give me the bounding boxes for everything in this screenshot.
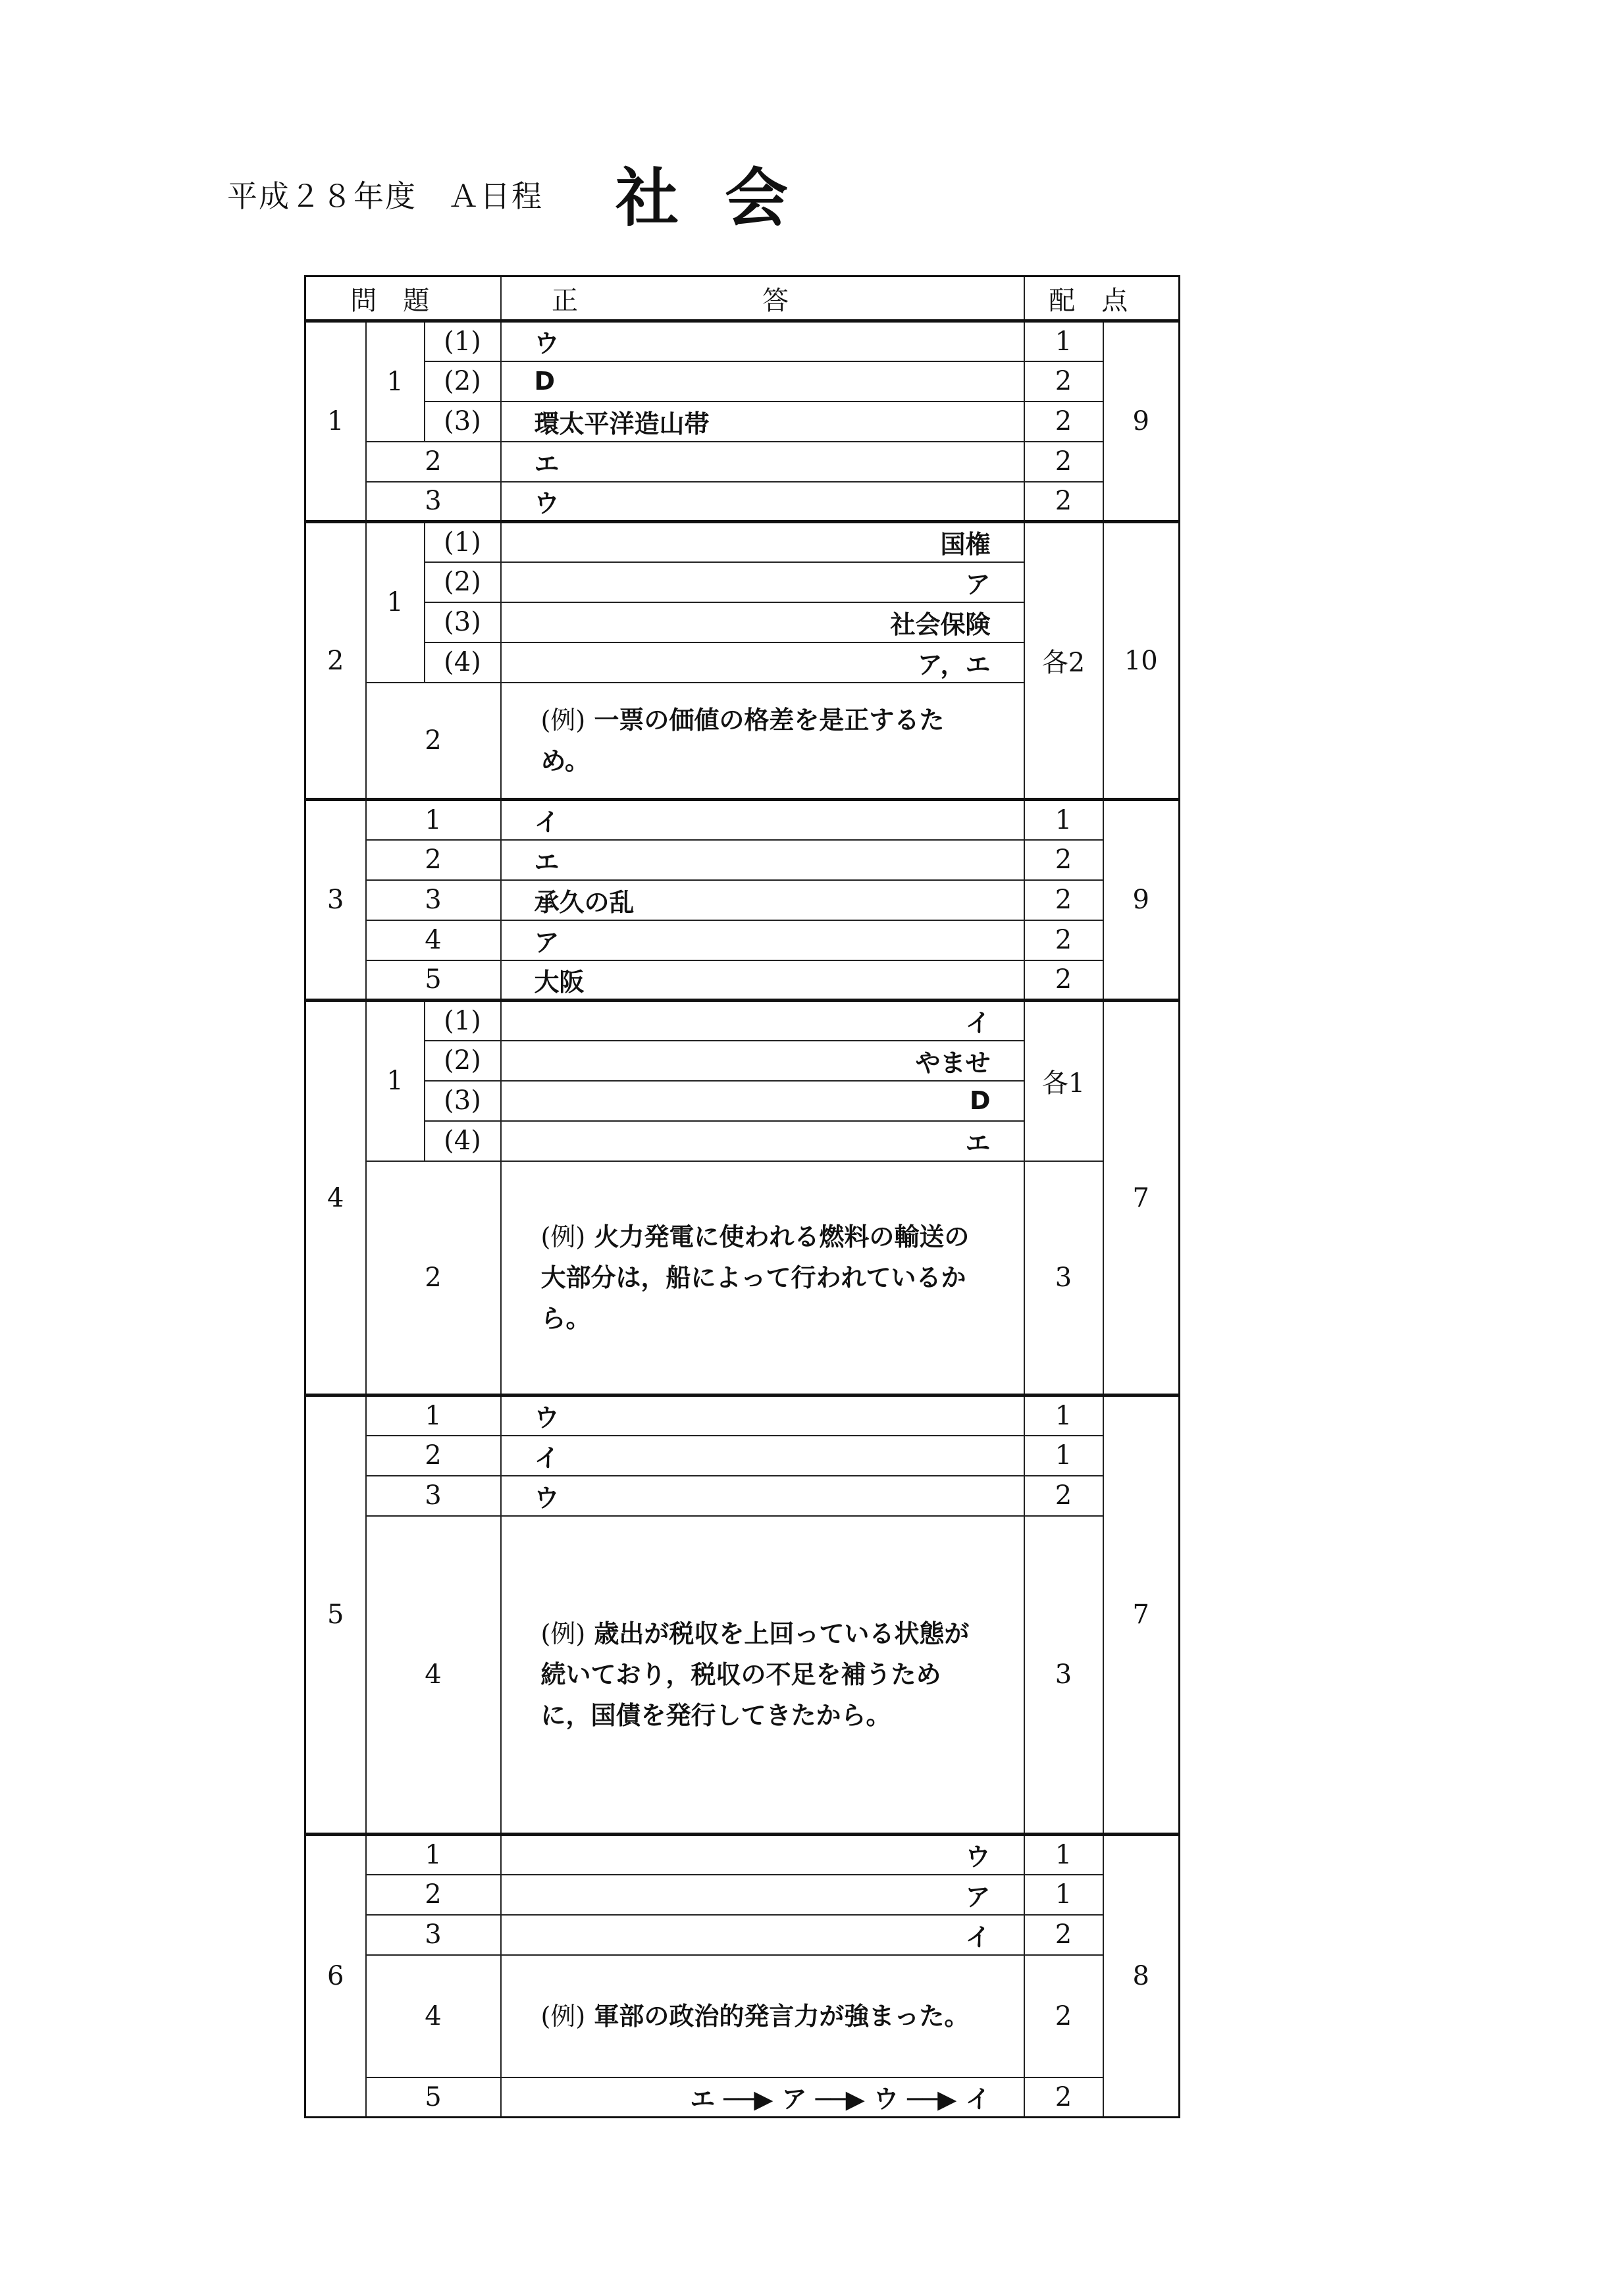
answer-text: ウ <box>534 1403 560 1433</box>
table-row <box>305 361 1180 402</box>
section-number: 4 <box>305 1001 366 1396</box>
question-number: 3 <box>366 880 501 920</box>
answer-text: イ <box>534 1443 560 1473</box>
table-row <box>305 1476 1180 1516</box>
sub-question-number: (4) <box>425 642 501 683</box>
points-cell: 1 <box>1024 321 1103 361</box>
question-number: 1 <box>366 1001 425 1161</box>
points-cell: 2 <box>1024 2077 1103 2118</box>
section-number: 6 <box>305 1835 366 2118</box>
answer-cell <box>501 960 1024 1001</box>
sub-question-number: (4) <box>425 1121 501 1161</box>
question-number: 2 <box>366 442 501 482</box>
section-total: 10 <box>1103 522 1180 800</box>
question-number: 2 <box>366 683 501 800</box>
answer-text: エ <box>534 449 560 479</box>
section-number: 5 <box>305 1396 366 1835</box>
example-label: (例) <box>540 705 586 735</box>
question-number: 5 <box>366 2077 501 2118</box>
sub-question-number: (1) <box>425 522 501 562</box>
question-number: 3 <box>366 1476 501 1516</box>
points-cell: 2 <box>1024 1955 1103 2077</box>
points-cell: 1 <box>1024 1396 1103 1436</box>
points-cell: 2 <box>1024 402 1103 442</box>
section-total: 9 <box>1103 800 1180 1001</box>
points-cell: 1 <box>1024 800 1103 840</box>
answer-cell <box>501 1001 1024 1041</box>
answer-text: 大阪 <box>534 967 585 997</box>
points-cell: 2 <box>1024 482 1103 522</box>
answer-text: D <box>969 1086 991 1115</box>
answer-text: 承久の乱 <box>534 887 635 917</box>
table-header-row <box>305 276 1180 321</box>
answer-text: ア <box>965 569 991 599</box>
answer-cell <box>501 482 1024 522</box>
question-number: 2 <box>366 1436 501 1476</box>
table-row <box>305 840 1180 880</box>
points-cell: 2 <box>1024 1476 1103 1516</box>
example-label: (例) <box>540 1222 586 1251</box>
question-number: 1 <box>366 1835 501 1875</box>
answer-cell <box>501 361 1024 402</box>
points-cell: 3 <box>1024 1516 1103 1835</box>
table-row <box>305 1436 1180 1476</box>
answer-cell <box>501 402 1024 442</box>
sub-question-number: (1) <box>425 1001 501 1041</box>
points-cell: 2 <box>1024 361 1103 402</box>
answer-cell <box>501 1436 1024 1476</box>
table-row <box>305 321 1180 361</box>
section-number: 3 <box>305 800 366 1001</box>
question-number: 4 <box>366 920 501 960</box>
points-cell: 2 <box>1024 840 1103 880</box>
answer-cell <box>501 920 1024 960</box>
answer-cell <box>501 1476 1024 1516</box>
answer-text: エ ──▶ ア ──▶ ウ ──▶ イ <box>690 2085 991 2114</box>
question-number: 1 <box>366 800 501 840</box>
points-cell: 2 <box>1024 1915 1103 1955</box>
answer-text: イ <box>534 808 560 837</box>
answer-cell <box>501 642 1024 683</box>
answer-text: 火力発電に使われる燃料の輸送の大部分は，船によって行われているから。 <box>540 1222 970 1333</box>
answer-text: ウ <box>965 1842 991 1872</box>
question-number: 3 <box>366 1915 501 1955</box>
answer-cell <box>501 1955 1024 2077</box>
answer-text: ウ <box>534 1483 560 1513</box>
answer-text: ア，エ <box>917 650 991 679</box>
points-cell: 1 <box>1024 1436 1103 1476</box>
answer-text: 環太平洋造山帯 <box>534 409 710 438</box>
table-row <box>305 880 1180 920</box>
table-row <box>305 920 1180 960</box>
answer-cell <box>501 321 1024 361</box>
answer-cell <box>501 800 1024 840</box>
answer-cell <box>501 1835 1024 1875</box>
answer-cell <box>501 1915 1024 1955</box>
table-row <box>305 1835 1180 1875</box>
answer-text: 社会保険 <box>890 610 991 639</box>
sub-question-number: (2) <box>425 562 501 602</box>
sub-question-number: (2) <box>425 1041 501 1081</box>
table-row <box>305 2077 1180 2118</box>
sub-question-number: (3) <box>425 1081 501 1121</box>
points-cell: 1 <box>1024 1835 1103 1875</box>
question-number: 1 <box>366 321 425 442</box>
answer-text: D <box>534 367 556 396</box>
answer-cell <box>501 1875 1024 1915</box>
answer-text: ア <box>965 1882 991 1912</box>
answer-text: 一票の価値の格差を是正するため。 <box>540 705 945 775</box>
answer-text: やませ <box>915 1048 991 1078</box>
table-row <box>305 1001 1180 1041</box>
table-row <box>305 960 1180 1001</box>
example-label: (例) <box>540 2001 586 2031</box>
table-row <box>305 402 1180 442</box>
answer-text: エ <box>965 1128 991 1158</box>
points-cell: 2 <box>1024 960 1103 1001</box>
answer-text: ウ <box>534 329 560 359</box>
answer-table <box>304 275 1180 2118</box>
question-number: 4 <box>366 1516 501 1835</box>
answer-cell <box>501 602 1024 642</box>
section-total: 7 <box>1103 1396 1180 1835</box>
answer-cell <box>501 1041 1024 1081</box>
header-answer: 正答 <box>501 276 1024 321</box>
section-number: 1 <box>305 321 366 522</box>
table-row <box>305 1955 1180 2077</box>
section-number: 2 <box>305 522 366 800</box>
question-number: 1 <box>366 522 425 683</box>
table-row <box>305 1915 1180 1955</box>
answer-cell <box>501 880 1024 920</box>
points-cell: 2 <box>1024 442 1103 482</box>
exam-subtitle: 平成２８年度 Ａ日程 <box>227 178 543 214</box>
answer-text: イ <box>965 1922 991 1952</box>
question-number: 2 <box>366 1875 501 1915</box>
points-cell: 1 <box>1024 1875 1103 1915</box>
section-total: 9 <box>1103 321 1180 522</box>
answer-text: イ <box>965 1008 991 1038</box>
table-row <box>305 522 1180 562</box>
table-row <box>305 800 1180 840</box>
answer-cell <box>501 442 1024 482</box>
question-number: 2 <box>366 840 501 880</box>
table-row <box>305 442 1180 482</box>
answer-text: エ <box>534 847 560 877</box>
question-number: 1 <box>366 1396 501 1436</box>
answer-cell <box>501 1516 1024 1835</box>
page-title: 社会 <box>615 161 834 235</box>
answer-cell <box>501 683 1024 800</box>
points-cell: 2 <box>1024 920 1103 960</box>
table-row <box>305 482 1180 522</box>
table-row <box>305 1396 1180 1436</box>
answer-cell <box>501 1161 1024 1396</box>
sub-question-number: (2) <box>425 361 501 402</box>
answer-cell <box>501 840 1024 880</box>
points-cell: 3 <box>1024 1161 1103 1396</box>
points-cell: 2 <box>1024 880 1103 920</box>
answer-cell <box>501 562 1024 602</box>
answer-text: ア <box>534 927 560 957</box>
table-row <box>305 1161 1180 1396</box>
example-label: (例) <box>540 1619 586 1648</box>
answer-text: 軍部の政治的発言力が強まった。 <box>594 2001 970 2031</box>
header-points: 配点 <box>1024 276 1180 321</box>
sub-question-number: (1) <box>425 321 501 361</box>
table-row <box>305 1516 1180 1835</box>
answer-cell <box>501 1121 1024 1161</box>
section-total: 7 <box>1103 1001 1180 1396</box>
header-question: 問題 <box>305 276 501 321</box>
answer-text: 国権 <box>940 530 991 560</box>
points-cell: 各2 <box>1024 522 1103 800</box>
question-number: 5 <box>366 960 501 1001</box>
section-total: 8 <box>1103 1835 1180 2118</box>
answer-cell <box>501 1396 1024 1436</box>
table-row <box>305 1875 1180 1915</box>
points-cell: 各1 <box>1024 1001 1103 1161</box>
answer-cell <box>501 2077 1024 2118</box>
answer-text: 歳出が税収を上回っている状態が続いており，税収の不足を補うために，国債を発行してきたから。 <box>540 1619 970 1730</box>
answer-cell <box>501 522 1024 562</box>
answer-text: ウ <box>534 488 560 518</box>
question-number: 3 <box>366 482 501 522</box>
question-number: 2 <box>366 1161 501 1396</box>
question-number: 4 <box>366 1955 501 2077</box>
answer-cell <box>501 1081 1024 1121</box>
sub-question-number: (3) <box>425 402 501 442</box>
sub-question-number: (3) <box>425 602 501 642</box>
